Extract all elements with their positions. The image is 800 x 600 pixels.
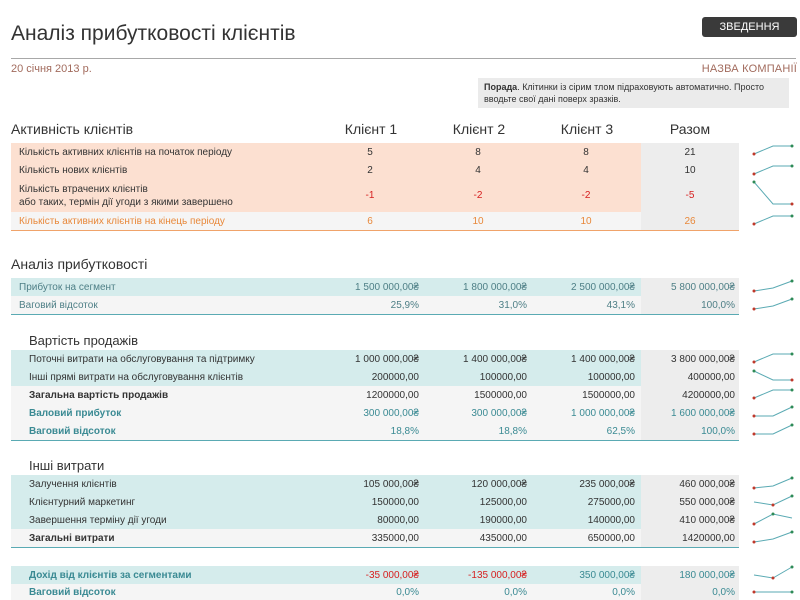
row-label: Прибуток на сегмент — [19, 281, 116, 293]
row-label: Ваговий відсоток — [29, 586, 116, 598]
value-cell[interactable]: 1 400 000,00₴ — [571, 353, 635, 365]
sparkline-chart-icon — [752, 565, 794, 581]
value-cell[interactable]: 2 500 000,00₴ — [571, 281, 635, 293]
value-cell: 1 000 000,00₴ — [571, 407, 635, 419]
value-cell: -35 000,00₴ — [365, 569, 419, 581]
other-row-marketing — [11, 493, 739, 511]
value-cell[interactable]: 8 — [475, 146, 481, 158]
value-cell: 350 000,00₴ — [579, 569, 635, 581]
row-label: Кількість активних клієнтів на початок періоду — [19, 146, 233, 158]
cost-row-other-direct — [11, 368, 739, 386]
column-header-client-2: Клієнт 2 — [452, 121, 506, 137]
total-cell: 460 000,00₴ — [641, 475, 739, 493]
income-row-weight — [11, 584, 739, 600]
tip-text: . Клітинки із сірим тлом підраховують автоматично. Просто вводьте свої дані поверх зразків. — [484, 82, 765, 104]
other-row-total — [11, 529, 739, 547]
total-cell: 100,0% — [641, 296, 739, 314]
sparkline-chart-icon — [752, 584, 794, 600]
total-cell: -5 — [641, 179, 739, 212]
value-cell[interactable]: 200000,00 — [371, 371, 419, 383]
page-title: Аналіз прибутковості клієнтів — [11, 22, 296, 45]
sparkline-chart-icon — [752, 278, 794, 294]
value-cell: 6 — [367, 215, 373, 227]
other-row-termination — [11, 511, 739, 529]
profit-bottom-line — [11, 314, 739, 315]
value-cell[interactable]: 125000,00 — [479, 496, 527, 508]
value-cell[interactable]: 105 000,00₴ — [363, 478, 419, 490]
value-cell[interactable]: 1 500 000,00₴ — [355, 281, 419, 293]
total-cell: 26 — [641, 212, 739, 230]
value-cell[interactable]: 8 — [583, 146, 589, 158]
sparkline-chart-icon — [752, 368, 794, 384]
value-cell: 335000,00 — [371, 532, 419, 544]
total-cell: 21 — [641, 143, 739, 161]
value-cell[interactable]: 4 — [583, 164, 589, 176]
sparkline-chart-icon — [752, 180, 794, 212]
value-cell[interactable]: 235 000,00₴ — [579, 478, 635, 490]
value-cell[interactable]: 100000,00 — [587, 371, 635, 383]
row-label: Загальна вартість продажів — [29, 389, 169, 401]
value-cell: 43,1% — [606, 299, 635, 311]
activity-row-new — [11, 161, 739, 179]
value-cell: 0,0% — [504, 586, 527, 598]
sparkline-chart-icon — [752, 162, 794, 178]
activity-row-end — [11, 212, 739, 230]
row-label: Кількість активних клієнтів на кінець періоду — [19, 215, 225, 227]
sparkline-chart-icon — [752, 350, 794, 366]
total-cell: 180 000,00₴ — [641, 566, 739, 584]
report-date: 20 січня 2013 р. — [11, 63, 92, 75]
value-cell: 18,8% — [498, 425, 527, 437]
value-cell[interactable]: 2 — [367, 164, 373, 176]
sparkline-chart-icon — [752, 404, 794, 420]
value-cell[interactable]: 100000,00 — [479, 371, 527, 383]
value-cell: 300 000,00₴ — [363, 407, 419, 419]
value-cell: 1200000,00 — [366, 389, 419, 401]
sparkline-chart-icon — [752, 386, 794, 402]
other-row-acquisition — [11, 475, 739, 493]
total-cell: 410 000,00₴ — [641, 511, 739, 529]
value-cell: 1500000,00 — [582, 389, 635, 401]
value-cell: 0,0% — [612, 586, 635, 598]
total-cell: 400000,00 — [641, 368, 739, 386]
tip-label: Порада — [484, 82, 518, 92]
activity-section-title: Активність клієнтів — [11, 121, 134, 137]
value-cell: 10 — [472, 215, 484, 227]
tip-box — [478, 78, 789, 108]
sparkline-chart-icon — [752, 511, 794, 527]
value-cell[interactable]: 190000,00 — [479, 514, 527, 526]
row-label: Дохід від клієнтів за сегментами — [29, 569, 192, 581]
value-cell[interactable]: 1 400 000,00₴ — [463, 353, 527, 365]
row-label: Ваговий відсоток — [29, 425, 116, 437]
sparkline-chart-icon — [752, 529, 794, 545]
value-cell: 10 — [580, 215, 592, 227]
activity-row-start — [11, 143, 739, 161]
total-cell: 3 800 000,00₴ — [641, 350, 739, 368]
row-label: Кількість нових клієнтів — [19, 164, 128, 176]
total-cell: 550 000,00₴ — [641, 493, 739, 511]
cost-row-gross-profit — [11, 404, 739, 422]
row-label: Ваговий відсоток — [19, 299, 98, 311]
row-label: Поточні витрати на обслуговування та підтримку — [29, 353, 255, 365]
value-cell[interactable]: 140000,00 — [587, 514, 635, 526]
value-cell[interactable]: 150000,00 — [371, 496, 419, 508]
value-cell[interactable]: -1 — [365, 190, 375, 201]
profit-section-title: Аналіз прибутковості — [11, 256, 148, 272]
column-header-total: Разом — [669, 121, 711, 137]
row-label: Клієнтурний маркетинг — [29, 496, 136, 508]
cost-bottom-line — [11, 440, 739, 441]
value-cell: 435000,00 — [479, 532, 527, 544]
total-cell: 1420000,00 — [641, 529, 739, 547]
row-label: Загальні витрати — [29, 532, 115, 544]
activity-bottom-line — [11, 230, 739, 231]
summary-button[interactable]: ЗВЕДЕННЯ — [702, 17, 797, 37]
value-cell: -135 000,00₴ — [468, 569, 527, 581]
sparkline-chart-icon — [752, 212, 794, 228]
income-row-segment — [11, 566, 739, 584]
sparkline-chart-icon — [752, 475, 794, 491]
cost-of-sales-title: Вартість продажів — [29, 333, 139, 348]
value-cell[interactable]: 4 — [475, 164, 481, 176]
total-cell: 100,0% — [641, 422, 739, 440]
activity-row-lost — [11, 179, 739, 212]
value-cell: 0,0% — [396, 586, 419, 598]
row-label: Залучення клієнтів — [29, 478, 117, 490]
value-cell[interactable]: 275000,00 — [587, 496, 635, 508]
total-cell: 1 600 000,00₴ — [641, 404, 739, 422]
row-label: Валовий прибуток — [29, 407, 122, 419]
other-bottom-line — [11, 547, 739, 548]
value-cell[interactable]: 1 800 000,00₴ — [463, 281, 527, 293]
total-cell: 4200000,00 — [641, 386, 739, 404]
value-cell: 62,5% — [606, 425, 635, 437]
value-cell: 1500000,00 — [474, 389, 527, 401]
profit-row-weight — [11, 296, 739, 314]
value-cell[interactable]: 1 000 000,00₴ — [355, 353, 419, 365]
cost-row-total — [11, 386, 739, 404]
cost-row-weight — [11, 422, 739, 440]
company-name: НАЗВА КОМПАНІЇ — [701, 63, 797, 75]
value-cell: 31,0% — [498, 299, 527, 311]
sparkline-chart-icon — [752, 296, 794, 312]
sparkline-chart-icon — [752, 493, 794, 509]
profit-row-segment — [11, 278, 739, 296]
column-header-client-3: Клієнт 3 — [560, 121, 614, 137]
sparkline-chart-icon — [752, 422, 794, 438]
value-cell: 18,8% — [390, 425, 419, 437]
total-cell: 5 800 000,00₴ — [641, 278, 739, 296]
total-cell: 0,0% — [641, 584, 739, 600]
value-cell: 300 000,00₴ — [471, 407, 527, 419]
column-header-client-1: Клієнт 1 — [344, 121, 398, 137]
other-costs-title: Інші витрати — [29, 458, 105, 473]
value-cell[interactable]: -2 — [581, 190, 591, 201]
row-label: Інші прямі витрати на обслуговування клієнтів — [29, 371, 244, 383]
total-cell: 10 — [641, 161, 739, 179]
value-cell: 25,9% — [390, 299, 419, 311]
value-cell[interactable]: 120 000,00₴ — [471, 478, 527, 490]
row-label: Завершення терміну дії угоди — [29, 514, 167, 526]
cost-row-service — [11, 350, 739, 368]
value-cell[interactable]: 5 — [367, 146, 373, 158]
header-divider — [11, 58, 796, 59]
value-cell: 650000,00 — [587, 532, 635, 544]
value-cell[interactable]: 80000,00 — [377, 514, 419, 526]
row-label: Кількість втрачених клієнтів або таких, термін дії угоди з якими завершено — [19, 183, 233, 208]
sparkline-chart-icon — [752, 142, 794, 158]
value-cell[interactable]: -2 — [473, 190, 483, 201]
